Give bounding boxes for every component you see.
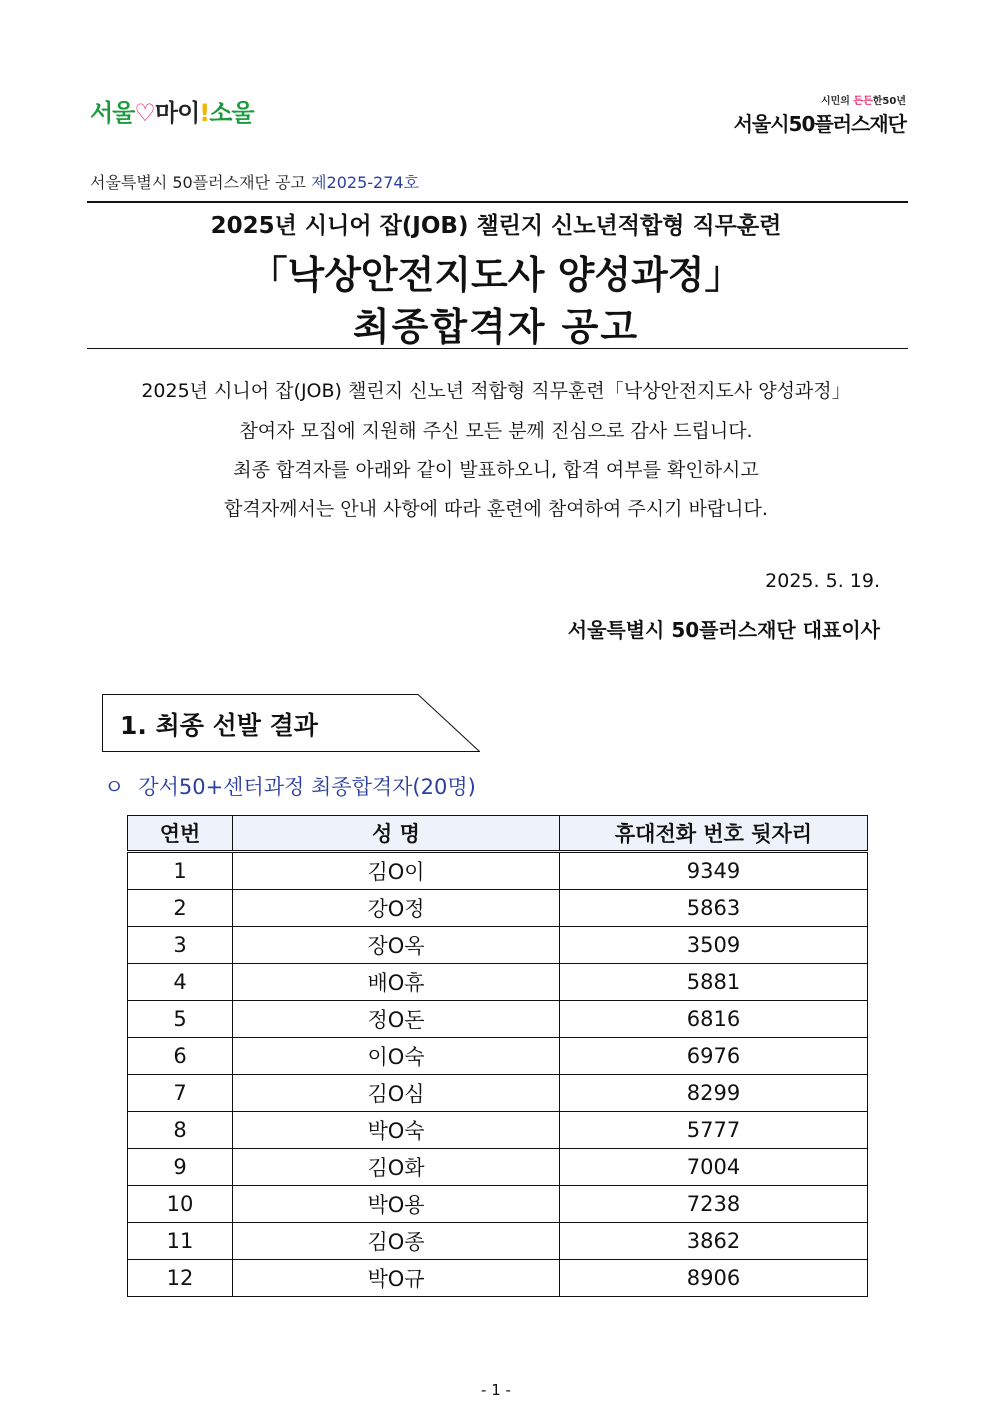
program-title: 2025년 시니어 잡(JOB) 챌린지 신노년적합형 직무훈련 (210, 213, 782, 239)
course-title: 「낙상안전지도사 양성과정」 (249, 253, 743, 297)
row-name: 박O숙 (233, 1112, 560, 1149)
row-name: 배O휴 (233, 964, 560, 1001)
page-number: - 1 - (481, 1381, 511, 1399)
row-phone: 8299 (560, 1075, 868, 1112)
row-phone: 5777 (560, 1112, 868, 1149)
row-phone: 3862 (560, 1223, 868, 1260)
body-line-4: 합격자께서는 안내 사항에 따라 훈련에 참여하여 주시기 바랍니다. (224, 498, 768, 520)
row-number: 7 (128, 1075, 233, 1112)
table-row (128, 890, 868, 927)
header-phone: 휴대전화 번호 뒷자리 (560, 816, 868, 852)
row-number: 12 (128, 1260, 233, 1297)
row-phone: 5881 (560, 964, 868, 1001)
foundation-name: 서울시50플러스재단 (733, 112, 906, 136)
table-row (128, 852, 868, 890)
row-name: 박O규 (233, 1260, 560, 1297)
announcement-title: 최종합격자 공고 (352, 305, 640, 349)
row-name: 김O심 (233, 1075, 560, 1112)
row-phone: 9349 (560, 852, 868, 890)
bullet-icon: ㅇ (104, 775, 125, 799)
table-row (128, 1075, 868, 1112)
announcement-date: 2025. 5. 19. (765, 570, 880, 592)
table-row (128, 1112, 868, 1149)
title-top-rule (87, 201, 908, 203)
row-number: 5 (128, 1001, 233, 1038)
table-row (128, 1149, 868, 1186)
row-name: 장O옥 (233, 927, 560, 964)
row-phone: 5863 (560, 890, 868, 927)
row-number: 9 (128, 1149, 233, 1186)
body-line-1: 2025년 시니어 잡(JOB) 챌린지 신노년 적합형 직무훈련「낙상안전지도사 양성과정」 (141, 380, 851, 402)
row-name: 강O정 (233, 890, 560, 927)
signature: 서울특별시 50플러스재단 대표이사 (567, 618, 880, 642)
seoul-my-soul-logo: 서울♡마이!소울 (90, 99, 254, 127)
row-name: 김O종 (233, 1223, 560, 1260)
header-name: 성 명 (233, 816, 560, 852)
row-phone: 3509 (560, 927, 868, 964)
section-title: 1. 최종 선발 결과 (120, 711, 318, 740)
header-number: 연번 (128, 816, 233, 852)
table-row (128, 1186, 868, 1223)
subsection-heading: ㅇ 강서50+센터과정 최종합격자(20명) (104, 771, 476, 801)
row-number: 2 (128, 890, 233, 927)
foundation-tagline: 시민의 든든한50년 (820, 96, 906, 107)
title-bottom-rule (87, 348, 908, 349)
row-phone: 6816 (560, 1001, 868, 1038)
body-line-2: 참여자 모집에 지원해 주신 모든 분께 진심으로 감사 드립니다. (239, 420, 753, 442)
table-row (128, 964, 868, 1001)
row-name: 이O숙 (233, 1038, 560, 1075)
row-number: 6 (128, 1038, 233, 1075)
notice-number: 서울특별시 50플러스재단 공고 제2025-274호 (90, 173, 420, 192)
row-name: 김O화 (233, 1149, 560, 1186)
table-row (128, 1001, 868, 1038)
row-number: 1 (128, 852, 233, 890)
row-number: 10 (128, 1186, 233, 1223)
row-phone: 8906 (560, 1260, 868, 1297)
table-row (128, 927, 868, 964)
row-phone: 7238 (560, 1186, 868, 1223)
row-number: 8 (128, 1112, 233, 1149)
row-phone: 7004 (560, 1149, 868, 1186)
table-row (128, 1038, 868, 1075)
row-name: 박O용 (233, 1186, 560, 1223)
row-number: 11 (128, 1223, 233, 1260)
table-row (128, 1223, 868, 1260)
results-table (127, 815, 868, 1297)
row-number: 3 (128, 927, 233, 964)
row-name: 정O돈 (233, 1001, 560, 1038)
row-phone: 6976 (560, 1038, 868, 1075)
row-name: 김O이 (233, 852, 560, 890)
body-line-3: 최종 합격자를 아래와 같이 발표하오니, 합격 여부를 확인하시고 (233, 459, 759, 481)
foundation-logo (734, 92, 906, 137)
row-number: 4 (128, 964, 233, 1001)
table-row (128, 1260, 868, 1297)
table-header-row (128, 816, 868, 852)
